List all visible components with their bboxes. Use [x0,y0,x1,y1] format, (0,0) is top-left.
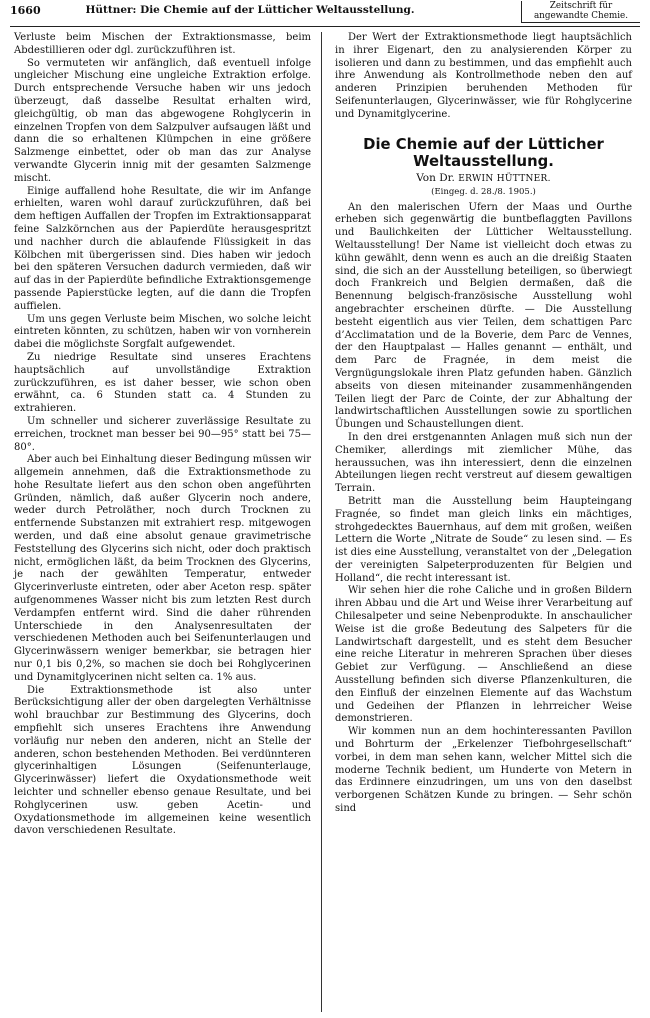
paragraph: Die Extraktionsmethode ist also unter Berücksichtigung aller der oben dargelegten Verhältnisse wohl brauchbar zur Bestimmung des Glycerins, doch empfiehlt sich unseres Erachtens ihre Anwendung vorläufig nur neben den anderen, nicht an Stelle der anderen, schon bestehenden Methoden. Bei verdünnteren glycerinhaltigen Lösungen (Seifenunterlauge, Glycerinwässer) liefert die Oxydationsmethode weit leichter und schneller ebenso genaue Resultate, und bei Rohglycerinen usw. geben Acetin- und Oxydationsmethode im allgemeinen keine wesentlich davon verschiedenen Resultate. [14,684,311,837]
paragraph: Wir sehen hier die rohe Caliche und in großen Bildern ihren Abbau und die Art und Weise ihrer Verarbeitung auf Chilesalpeter und seine Nebenprodukte. In anschaulicher Weise ist die große Bedeutung des Salpeters für die Landwirtschaft dargestellt, und es steht dem Besucher eine reiche Literatur in mehreren Sprachen über dieses Gebiet zur Verfügung. — Anschließend an diese Ausstellung befinden sich diverse Pflanzenkulturen, die den Einfluß der einzelnen Elemente auf das Wachstum und Gedeihen der Pflanzen in lehrreicher Weise demonstrieren. [335,585,632,725]
paragraph: Einige auffallend hohe Resultate, die wir im Anfange erhielten, waren wohl darauf zurückzuführen, daß bei dem heftigen Auffallen der Tropfen im Extraktionsapparat feine Salzkörnchen aus der Papierdüte herausgespritzt und nachher durch die ablaufende Flüssigkeit in das Kölbchen mit übergerissen sind. Dies haben wir jedoch bei den späteren Versuchen dadurch vermieden, daß wir auf das in der Papierdüte befindliche Extraktionsgemenge passende Papierstücke legten, auf die dann die Tropfen auffielen. [14,185,311,312]
paragraph: Betritt man die Ausstellung beim Haupteingang Fragnée, so findet man gleich links ein mächtiges, strohgedecktes Bauernhaus, auf dem mit großen, weißen Lettern die Worte „Nitrate de Soude“ zu lesen sind. — Es ist dies eine Ausstellung, veranstaltet von der „Delegation der vereinigten Salpeterproduzenten für Belgien und Holland“, die recht interessant ist. [335,495,632,584]
paragraph: So vermuteten wir anfänglich, daß eventuell infolge ungleicher Mischung eine ungleiche Extraktion erfolge. Durch entsprechende Versuche haben wir uns jedoch überzeugt, daß dasselbe Resultat erhalten wird, gleichgültig, ob man das abgewogene Rohglycerin in einzelnen Tropfen von dem Salzpulver aufsaugen läßt und dann die so erhaltenen Klümpchen in eine größere Salzmenge einbettet, oder ob man das zur Analyse verwandte Glycerin innig mit der gesamten Salzmenge mischt. [14,57,311,184]
journal-name-line2: angewandte Chemie. [533,11,629,21]
paragraph: In den drei erstgenannten Anlagen muß sich nun der Chemiker, allerdings mit ziemlicher Mühe, das heraussuchen, was ihn interessiert, denn die einzelnen Abteilungen liegen recht verstreut auf diesem gewaltigen Terrain. [335,431,632,495]
paragraph: Wir kommen nun an dem hochinteressanten Pavillon und Bohrturm der „Erkelenzer Tiefbohrgesellschaft“ vorbei, in dem man sehen kann, welcher Mittel sich die moderne Technik bedient, um Hunderte von Metern in das Erdinnere einzudringen, um uns von den daselbst verborgenen Schätzen Kunde zu bringen. — Sehr schön sind [335,726,632,815]
journal-name-line1: Zeitschrift für [549,1,613,11]
paragraph: Der Wert der Extraktionsmethode liegt hauptsächlich in ihrer Eigenart, den zu analysierenden Körper zu isolieren und dann zu bestimmen, und das empfiehlt auch ihre Anwendung als Kontrollmethode neben den auf anderen Prinzipien beruhenden Methoden für Seifenunterlaugen, Glycerinwässer, wie für Rohglycerine und Dynamitglycerine. [335,32,632,120]
paragraph: Aber auch bei Einhaltung dieser Bedingung müssen wir allgemein annehmen, daß die Extraktionsmethode zu hohe Resultate liefert aus den schon oben angeführten Gründen, nämlich, daß außer Glycerin noch andere, weder durch Petroläther, noch durch Trocknen zu entfernende Substanzen mit extrahiert resp. mitgewogen werden, und daß eine absolut genaue gravimetrische Feststellung des Glycerins sich nicht, oder doch praktisch nicht, ermöglichen läßt, da beim Trocknen des Glycerins, je nach der gewählten Temperatur, entweder Glycerinverluste eintreten, oder aber Aceton resp. später aufgenommenes Wasser nicht bis zum letzten Rest durch Verdampfen entfernt wird. Sind die daher rührenden Unterschiede in den Analysenresultaten der verschiedenen Methoden auch bei Seifenunterlaugen und Glycerinwässern weniger bemerkbar, sie betragen hier nur 0,1 bis 0,2%, so machen sie doch bei Rohglycerinen und Dynamitglycerinen nicht selten ca. 1% aus. [14,454,311,683]
journal-name [521,1,640,23]
paragraph: An den malerischen Ufern der Maas und Ourthe erheben sich gegenwärtig die buntbeflaggten Pavillons und Baulichkeiten der Lütticher Weltausstellung. Weltausstellung! Der Name ist vielleicht doch etwas zu kühn gewählt, denn wenn es auch an die dreißig Staaten sind, die sich an der Ausstellung beteiligen, so überwiegt doch Frankreich und Belgien dermaßen, daß die Benennung belgisch-französische Ausstellung wohl angebrachter erscheinen dürfte. — Die Ausstellung besteht eigentlich aus vier Teilen, dem schattigen Parc d’Acclimatation und de la Boverie, dem Parc de Vennes, der den Hauptpalast — Halles genannt — enthält, und dem Parc de Fragnée, in dem meist die Vergnügungslokale ihren Platz gefunden haben. Gänzlich abseits von diesen miteinander zusammenhängenden Teilen liegt der Parc de Cointe, der zur Abhaltung der landwirtschaftlichen Ausstellungen sowie zu sportlichen Übungen und Schaustellungen dient. [335,201,632,431]
paragraph: Verluste beim Mischen der Extraktionsmasse, beim Abdestillieren oder dgl. zurückzuführen ist. [14,32,311,56]
byline-prefix: Von Dr. [416,171,455,184]
running-title: Hüttner: Die Chemie auf der Lütticher Weltausstellung. [85,4,415,16]
page-number: 1660 [10,4,41,17]
column-divider [321,32,322,1012]
paragraph: Um uns gegen Verluste beim Mischen, wo solche leicht eintreten könnten, zu schützen, haben wir von vornherein dabei die möglichste Sorgfalt aufgewendet. [14,313,311,351]
author-name: ERWIN HÜTTNER. [458,173,551,184]
paragraph: Um schneller und sicherer zuverlässige Resultate zu erreichen, trocknet man besser bei 90—95° statt bei 75—80°. [14,415,311,453]
previous-article-end [335,32,632,122]
paragraph: Zu niedrige Resultate sind unseres Erachtens hauptsächlich auf unvollständige Extraktion zurückzuführen, es ist daher besser, wie schon oben erwähnt, ca. 6 Stunden statt ca. 4 Stunden zu extrahieren. [14,351,311,415]
right-column [335,32,632,816]
article-body [335,202,632,816]
article-byline [335,172,632,186]
page-header [10,0,640,27]
received-date: (Eingeg. d. 28./8. 1905.) [431,186,536,197]
left-column [14,32,311,838]
article-title: Die Chemie auf der Lütticher Weltausstellung. [363,135,604,170]
